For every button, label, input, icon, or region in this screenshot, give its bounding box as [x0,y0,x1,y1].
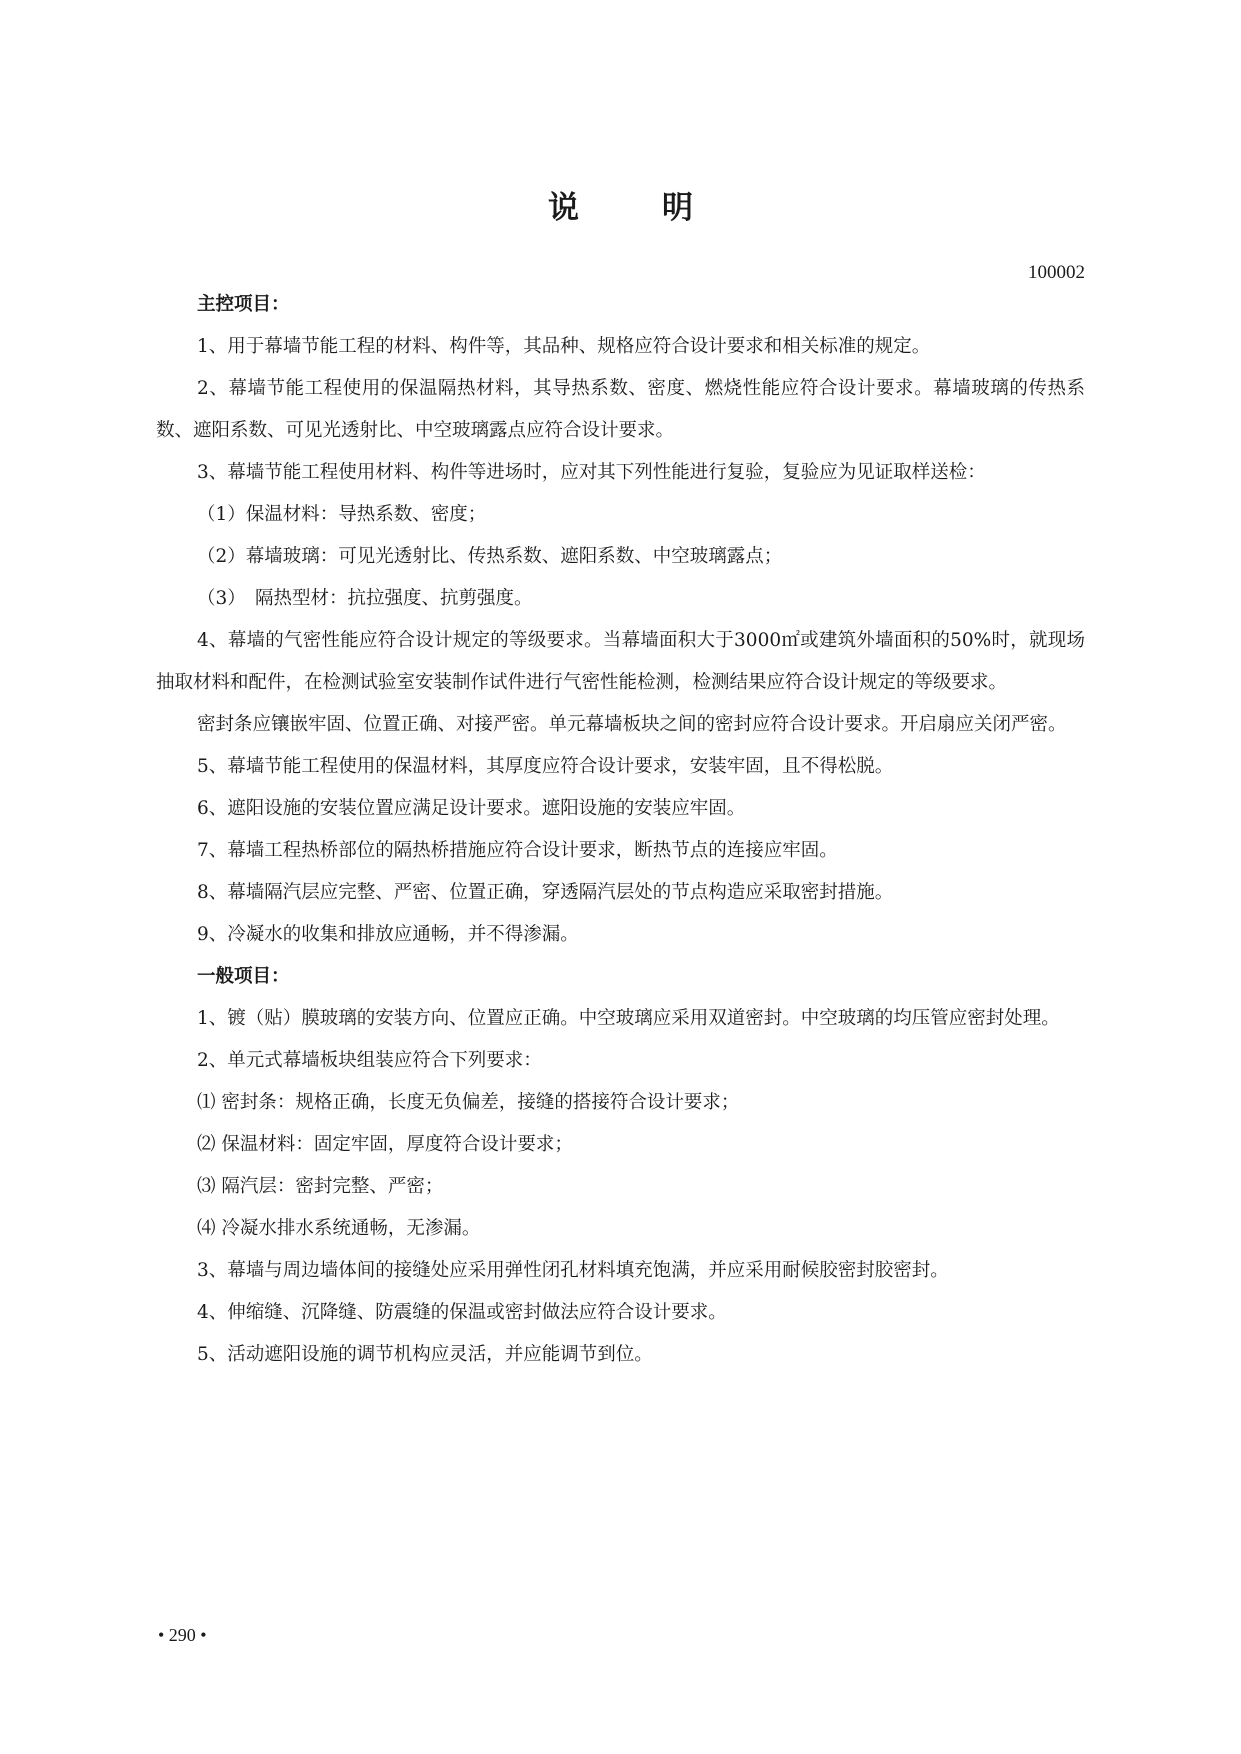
list-item: 6、遮阳设施的安装位置应满足设计要求。遮阳设施的安装应牢固。 [197,798,746,819]
list-item: 1、镀（贴）膜玻璃的安装方向、位置应正确。中空玻璃应采用双道密封。中空玻璃的均压管应密封处理。 [197,1008,1060,1029]
sub-item: （1）保温材料：导热系数、密度； [197,504,487,525]
sub-item: ⑶ 隔汽层：密封完整、严密； [197,1176,444,1197]
list-item: 8、幕墙隔汽层应完整、严密、位置正确，穿透隔汽层处的节点构造应采取密封措施。 [197,882,894,903]
list-item: 2、幕墙节能工程使用的保温隔热材料，其导热系数、密度、燃烧性能应符合设计要求。幕墙玻璃的传热系数、遮阳系数、可见光透射比、中空玻璃露点应符合设计要求。 [156,378,1085,441]
sub-item: ⑵ 保温材料：固定牢固，厚度符合设计要求； [197,1134,573,1155]
sub-item: （3） 隔热型材：抗拉强度、抗剪强度。 [197,588,533,609]
list-item: 4、伸缩缝、沉降缝、防震缝的保温或密封做法应符合设计要求。 [197,1302,727,1323]
list-item: 2、单元式幕墙板块组装应符合下列要求： [197,1050,542,1071]
main-control-items [156,326,1085,956]
list-item: 5、幕墙节能工程使用的保温材料，其厚度应符合设计要求，安装牢固，且不得松脱。 [197,756,894,777]
list-item: 7、幕墙工程热桥部位的隔热桥措施应符合设计要求，断热节点的连接应牢固。 [197,840,838,861]
document-body [156,284,1085,1376]
list-item: 3、幕墙节能工程使用材料、构件等进场时，应对其下列性能进行复验，复验应为见证取样送检： [197,462,986,483]
list-item: 5、活动遮阳设施的调节机构应灵活，并应能调节到位。 [197,1344,653,1365]
main-control-heading: 主控项目： [197,294,290,315]
document-code: 100002 [1028,262,1085,283]
list-item: 1、用于幕墙节能工程的材料、构件等，其品种、规格应符合设计要求和相关标准的规定。 [197,336,931,357]
page-number: • 290 • [158,1625,207,1645]
general-items-heading: 一般项目： [197,966,290,987]
sub-item: ⑴ 密封条：规格正确，长度无负偏差，接缝的搭接符合设计要求； [197,1092,740,1113]
sub-item: （2）幕墙玻璃：可见光透射比、传热系数、遮阳系数、中空玻璃露点； [197,546,783,567]
general-items [156,998,1085,1376]
list-item: 4、幕墙的气密性能应符合设计规定的等级要求。当幕墙面积大于3000㎡或建筑外墙面积的50%时，就现场抽取材料和配件，在检测试验室安装制作试件进行气密性能检测，检测结果应符合设计规定的等级要求。 [156,630,1085,693]
list-item: 3、幕墙与周边墙体间的接缝处应采用弹性闭孔材料填充饱满，并应采用耐候胶密封胶密封。 [197,1260,949,1281]
page-title: 说 明 [548,190,719,226]
sub-item: ⑷ 冷凝水排水系统通畅，无渗漏。 [197,1218,481,1239]
list-item: 9、冷凝水的收集和排放应通畅，并不得渗漏。 [197,924,579,945]
list-item: 密封条应镶嵌牢固、位置正确、对接严密。单元幕墙板块之间的密封应符合设计要求。开启扇应关闭严密。 [197,714,1067,735]
